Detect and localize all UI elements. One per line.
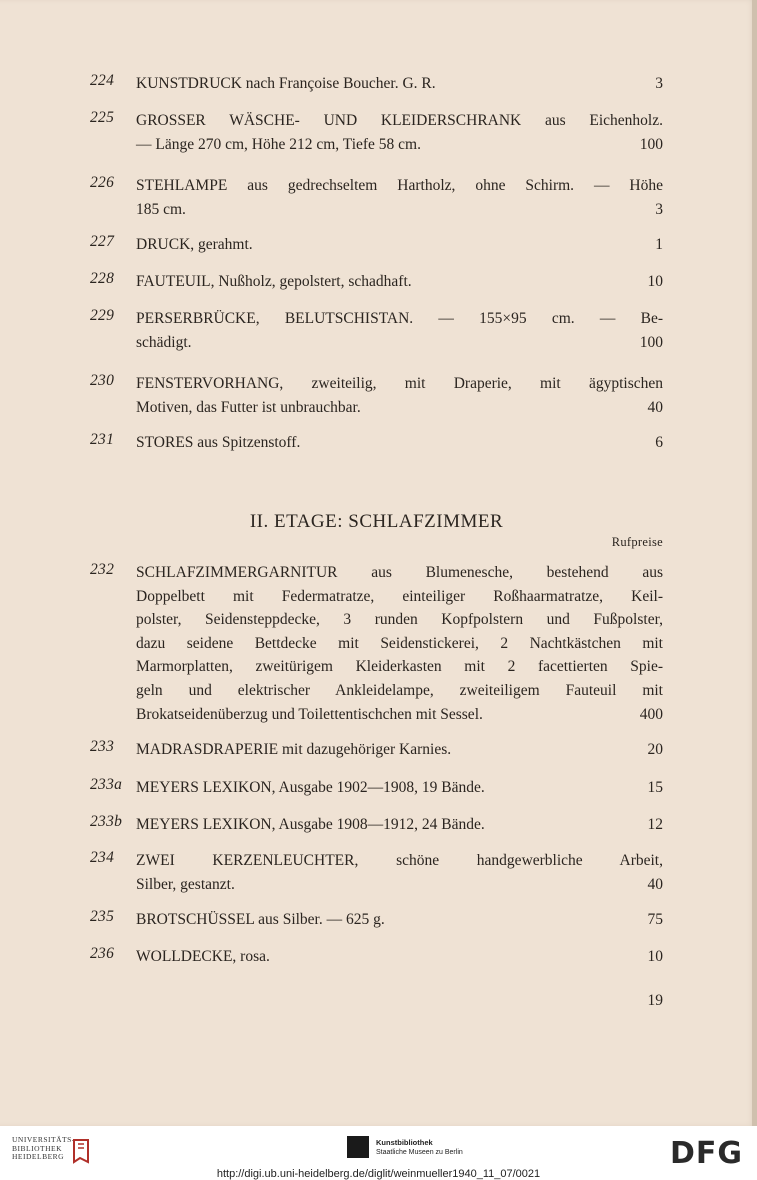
lot-description [136,561,663,726]
description-line: ZWEI KERZENLEUCHTER, schöne handgewerbliche Arbeit, [136,852,663,869]
description-line: Brokatseidenüberzug und Toilettentischchen mit Sessel. [136,705,483,723]
section-heading: II. ETAGE: SCHLAFZIMMER [249,511,504,532]
lot-price: 100 [639,333,663,351]
description-line: 185 cm. [136,200,186,218]
lot-description [136,849,663,896]
lot-description [136,174,663,221]
description-line: GROSSER WÄSCHE- UND KLEIDERSCHRANK aus Eichenholz. [136,112,663,129]
description-line: Marmorplatten, zweitürigem Kleiderkasten mit 2 facettierten Spie- [136,658,663,676]
description-line: schädigt. [136,333,192,351]
lot-description [136,945,663,969]
lot-price: 75 [647,911,663,928]
description-line: MEYERS LEXIKON, Ausgabe 1902—1908, 19 Bände. [136,779,485,796]
description-line: Silber, gestanzt. [136,875,235,893]
lot-price: 10 [647,948,663,965]
description-line: BROTSCHÜSSEL aus Silber. — 625 g. [136,911,385,928]
lot-description [136,813,663,837]
page-number: 19 [647,992,663,1009]
lot-price: 3 [655,200,663,218]
description-line: MEYERS LEXIKON, Ausgabe 1908—1912, 24 Bände. [136,816,485,833]
lot-description [136,233,663,257]
description-line: SCHLAFZIMMERGARNITUR aus Blumenesche, bestehend aus [136,564,663,581]
description-line: MADRASDRAPERIE mit dazugehöriger Karnies. [136,741,452,758]
lot-number: 234 [90,849,115,866]
ub-heidelberg-mark-icon [70,1136,92,1166]
description-line: WOLLDECKE, rosa. [136,948,270,965]
lot-price: 12 [647,816,663,833]
lot-price: 40 [647,398,663,416]
lot-price: 100 [639,135,663,153]
lot-description [136,372,663,419]
lot-price: 20 [647,741,663,758]
page-edge [752,0,757,1126]
description-line: PERSERBRÜCKE, BELUTSCHISTAN. — 155×95 cm. — Be- [136,310,663,327]
description-line: polster, Seidensteppdecke, 3 runden Kopfpolstern und Fußpolster, [136,611,663,629]
description-line: FAUTEUIL, Nußholz, gepolstert, schadhaft. [136,273,412,290]
lot-number: 236 [90,945,115,962]
ub-heidelberg-logo: UNIVERSITÄTS- BIBLIOTHEK HEIDELBERG [12,1135,75,1161]
lot-price: 1 [655,236,663,253]
lot-number: 228 [90,270,115,287]
lot-number: 229 [90,307,115,324]
lot-number: 232 [90,561,115,578]
description-line: — Länge 270 cm, Höhe 212 cm, Tiefe 58 cm. [136,135,421,153]
description-line: FENSTERVORHANG, zweiteilig, mit Draperie, mit ägyptischen [136,375,663,392]
footer-bar [0,1126,757,1180]
lot-description [136,72,663,96]
lot-price: 6 [655,434,663,451]
lot-number: 227 [90,233,115,250]
lot-number: 235 [90,908,115,925]
description-line: STEHLAMPE aus gedrechseltem Hartholz, ohne Schirm. — Höhe [136,177,663,194]
rufpreise-label: Rufpreise [611,535,663,549]
dfg-logo: DFG [669,1136,743,1171]
description-line: Doppelbett mit Federmatratze, einteiliger Roßhaarmatratze, Keil- [136,587,663,605]
lot-price: 40 [647,875,663,893]
description-line: Motiven, das Futter ist unbrauchbar. [136,398,361,416]
kunstbibliothek-label: Kunstbibliothek Staatliche Museen zu Berlin [376,1138,463,1156]
lot-description [136,738,663,762]
lot-description [136,307,663,354]
lot-number: 231 [90,431,115,448]
description-line: KUNSTDRUCK nach Françoise Boucher. G. R. [136,75,436,92]
lot-number: 224 [90,72,115,89]
description-line: STORES aus Spitzenstoff. [136,434,301,451]
lot-number: 233 [90,738,115,755]
lot-number: 233b [90,813,123,830]
lot-description [136,109,663,156]
lot-number: 230 [90,372,115,389]
lot-number: 233a [90,776,123,793]
kunstbibliothek-logo-icon [347,1136,369,1158]
lot-number: 226 [90,174,115,191]
description-line: geln und elektrischer Ankleidelampe, zweiteiligem Fauteuil mit [136,681,663,699]
description-line: DRUCK, gerahmt. [136,236,253,253]
lot-description [136,908,663,932]
lot-price: 400 [639,705,663,723]
lot-description [136,776,663,800]
lot-price: 10 [647,273,663,290]
lot-price: 3 [655,75,663,92]
lot-price: 15 [647,779,663,796]
lot-number: 225 [90,109,115,126]
description-line: dazu seidene Bettdecke mit Seidenstickerei, 2 Nachtkästchen mit [136,634,663,652]
lot-description [136,431,663,455]
source-url[interactable]: http://digi.ub.uni-heidelberg.de/diglit/weinmueller1940_11_07/0021 [216,1168,541,1180]
lot-description [136,270,663,294]
